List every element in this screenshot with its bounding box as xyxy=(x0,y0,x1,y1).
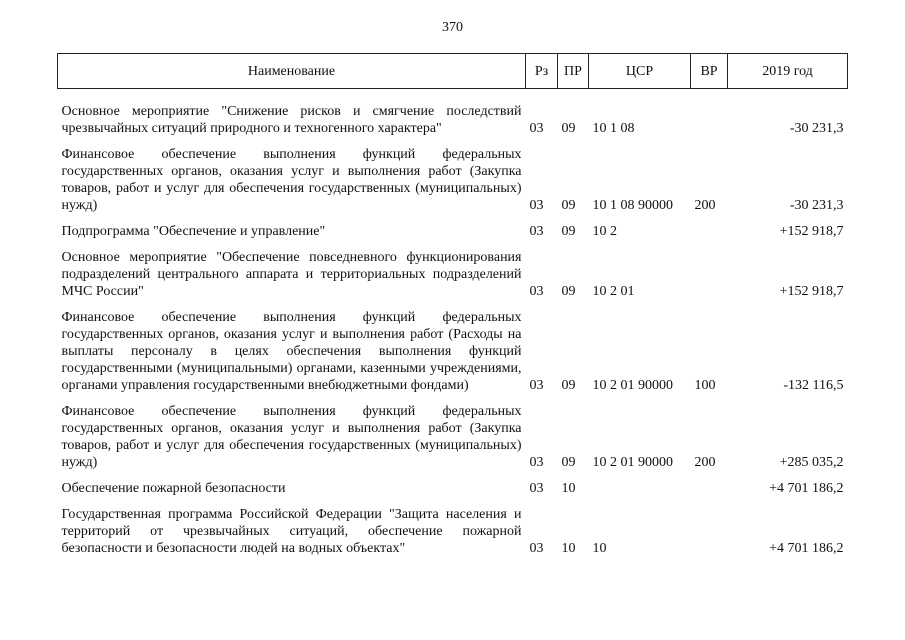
row-rz: 03 xyxy=(529,378,544,393)
row-csr xyxy=(589,475,691,501)
header-pr: ПР xyxy=(558,54,589,89)
row-name: Финансовое обеспечение выполнения функций федеральных государственных органов, оказания услуг и выполнения работ (Закупка товаров, работ и услуг для обеспечения государственных (муниципальных) нужд) xyxy=(61,404,522,470)
row-amount: -30 231,3 xyxy=(789,198,844,213)
row-vr xyxy=(691,218,728,244)
row-pr: 09 xyxy=(561,378,576,393)
row-pr: 09 xyxy=(561,121,576,136)
row-vr xyxy=(691,99,728,141)
table-row xyxy=(58,398,848,475)
table-body xyxy=(58,89,848,562)
row-name: Финансовое обеспечение выполнения функций федеральных государственных органов, оказания услуг и выполнения работ (Закупка товаров, работ и услуг для обеспечения государственных (муниципальных) нужд) xyxy=(61,147,522,213)
row-amount: +285 035,2 xyxy=(779,455,844,470)
header-vr: ВР xyxy=(691,54,728,89)
page-number: 370 xyxy=(442,20,463,35)
row-vr xyxy=(691,244,728,304)
table-row xyxy=(58,141,848,218)
row-vr xyxy=(691,501,728,561)
table-row xyxy=(58,244,848,304)
header-year: 2019 год xyxy=(728,54,848,89)
row-amount: +4 701 186,2 xyxy=(769,481,844,496)
header-rz: Рз xyxy=(526,54,558,89)
table-row xyxy=(58,99,848,141)
row-amount: +152 918,7 xyxy=(779,224,844,239)
row-vr xyxy=(691,475,728,501)
table-row xyxy=(58,501,848,561)
row-pr: 09 xyxy=(561,455,576,470)
header-row xyxy=(58,54,848,89)
row-rz: 03 xyxy=(529,224,544,239)
table-header xyxy=(58,54,848,89)
table-row xyxy=(58,218,848,244)
row-vr: 200 xyxy=(694,198,716,213)
row-name: Основное мероприятие "Снижение рисков и смягчение последствий чрезвычайных ситуаций природного и техногенного характера" xyxy=(61,104,522,136)
row-amount: +4 701 186,2 xyxy=(769,541,844,556)
row-pr: 10 xyxy=(561,541,576,556)
row-pr: 09 xyxy=(561,198,576,213)
table-row xyxy=(58,304,848,398)
row-rz: 03 xyxy=(529,284,544,299)
header-name: Наименование xyxy=(58,54,526,89)
row-csr: 10 1 08 90000 xyxy=(592,198,673,213)
row-name: Финансовое обеспечение выполнения функций федеральных государственных органов, оказания услуг и выполнения работ (Расходы на выплаты персоналу в целях обеспечения выполнения функций государственными (муниципальными) органами, казенными учреждениями, органами управления государственными внебюджетными фондами) xyxy=(61,310,522,393)
row-vr: 200 xyxy=(694,455,716,470)
row-name: Основное мероприятие "Обеспечение повседневного функционирования подразделений центрального аппарата и территориальных подразделений МЧС России" xyxy=(61,250,522,299)
row-vr: 100 xyxy=(694,378,716,393)
row-name: Государственная программа Российской Федерации "Защита населения и территорий от чрезвычайных ситуаций, обеспечение пожарной безопасности и безопасности людей на водных объектах" xyxy=(61,507,522,556)
row-rz: 03 xyxy=(529,541,544,556)
row-rz: 03 xyxy=(529,198,544,213)
row-amount: +152 918,7 xyxy=(779,284,844,299)
header-spacer xyxy=(58,89,848,100)
row-csr: 10 2 xyxy=(592,224,617,239)
row-pr: 09 xyxy=(561,224,576,239)
row-amount: -132 116,5 xyxy=(783,378,844,393)
row-csr: 10 xyxy=(592,541,607,556)
row-amount: -30 231,3 xyxy=(789,121,844,136)
row-csr: 10 2 01 xyxy=(592,284,635,299)
table-row xyxy=(58,475,848,501)
row-csr: 10 2 01 90000 xyxy=(592,455,673,470)
row-name: Обеспечение пожарной безопасности xyxy=(61,481,286,496)
row-pr: 09 xyxy=(561,284,576,299)
row-csr: 10 1 08 xyxy=(592,121,635,136)
row-rz: 03 xyxy=(529,455,544,470)
row-name: Подпрограмма "Обеспечение и управление" xyxy=(61,224,326,239)
header-csr: ЦСР xyxy=(589,54,691,89)
row-pr: 10 xyxy=(561,481,576,496)
row-csr: 10 2 01 90000 xyxy=(592,378,673,393)
row-rz: 03 xyxy=(529,481,544,496)
row-rz: 03 xyxy=(529,121,544,136)
budget-table xyxy=(57,53,848,561)
